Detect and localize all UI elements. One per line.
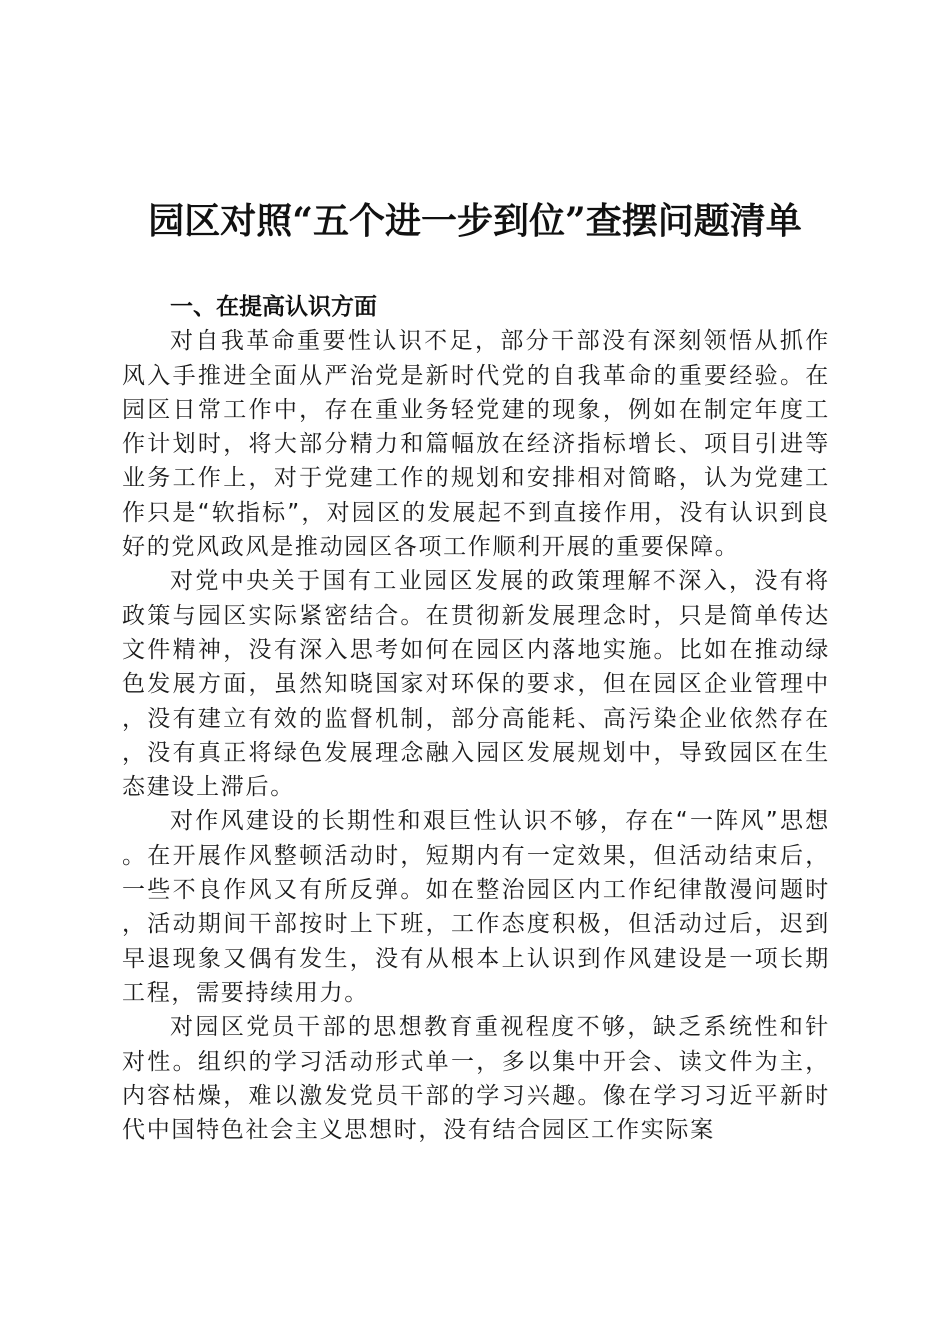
document-title: 园区对照“五个进一步到位”查摆问题清单 (148, 200, 802, 242)
paragraph-1: 对自我革命重要性认识不足，部分干部没有深刻领悟从抓作风入手推进全面从严治党是新时代党的自我革命的重要经验。在园区日常工作中，存在重业务轻党建的现象，例如在制定年度工作计划时，将大部分精力和篇幅放在经济指标增长、项目引进等业务工作上，对于党建工作的规划和安排相对简略，认为党建工作只是“软指标”，对园区的发展起不到直接作用，没有认识到良好的党风政风是推动园区各项工作顺利开展的重要保障。 (122, 328, 830, 561)
paragraph-2: 对党中央关于国有工业园区发展的政策理解不深入，没有将政策与园区实际紧密结合。在贯彻新发展理念时，只是简单传达文件精神，没有深入思考如何在园区内落地实施。比如在推动绿色发展方面，虽然知晓国家对环保的要求，但在园区企业管理中，没有建立有效的监督机制，部分高能耗、高污染企业依然存在，没有真正将绿色发展理念融入园区发展规划中，导致园区在生态建设上滞后。 (122, 568, 830, 801)
paragraph-4: 对园区党员干部的思想教育重视程度不够，缺乏系统性和针对性。组织的学习活动形式单一，多以集中开会、读文件为主，内容枯燥，难以激发党员干部的学习兴趣。像在学习习近平新时代中国特色社会主义思想时，没有结合园区工作实际案 (122, 1014, 830, 1144)
paragraph-3: 对作风建设的长期性和艰巨性认识不够，存在“一阵风”思想。在开展作风整顿活动时，短期内有一定效果，但活动结束后，一些不良作风又有所反弹。如在整治园区内工作纪律散漫问题时，活动期间干部按时上下班，工作态度积极，但活动过后，迟到早退现象又偶有发生，没有从根本上认识到作风建设是一项长期工程，需要持续用力。 (122, 808, 830, 1006)
document-body (122, 290, 830, 1147)
section-heading: 一、在提高认识方面 (170, 294, 377, 320)
